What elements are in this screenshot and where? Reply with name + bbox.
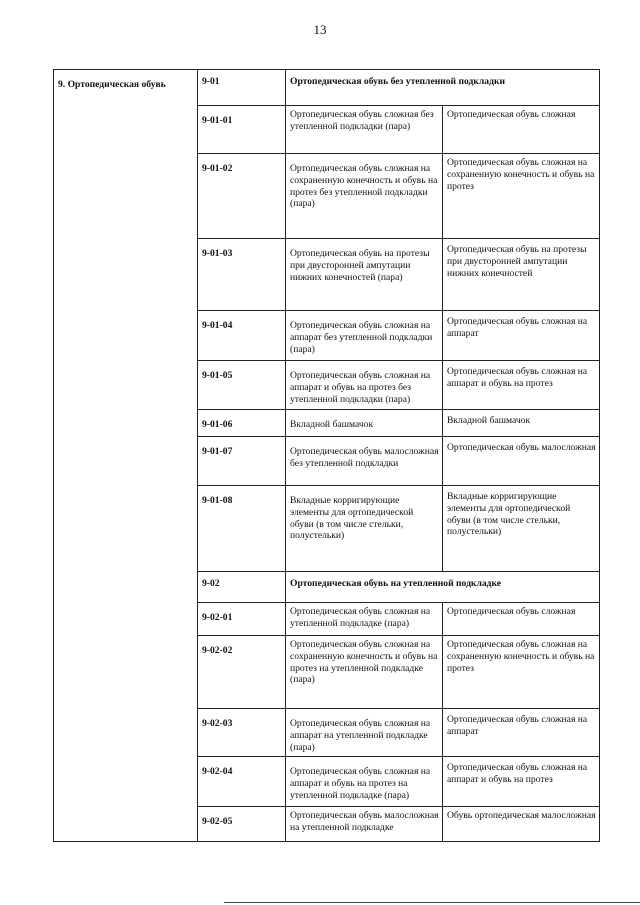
item-code: 9-01-04	[198, 311, 286, 361]
item-name: Ортопедическая обувь малосложная без утепленной подкладки	[286, 437, 443, 486]
item-name: Ортопедическая обувь сложная на аппарат и обувь на протез без утепленной подкладки (пара)	[286, 361, 443, 410]
item-short-name: Вкладные корригирующие элементы для ортопедической обуви (в том числе стельки, полустельки)	[443, 486, 600, 572]
item-name: Ортопедическая обувь малосложная на утепленной подкладке	[286, 807, 443, 842]
group-code: 9-02	[198, 572, 286, 603]
item-code: 9-02-03	[198, 709, 286, 757]
item-short-name: Обувь ортопедическая малосложная	[443, 807, 600, 842]
item-code: 9-01-07	[198, 437, 286, 486]
item-short-name: Ортопедическая обувь сложная на аппарат	[443, 709, 600, 757]
page-number: 13	[313, 22, 327, 37]
item-short-name: Ортопедическая обувь на протезы при двусторонней ампутации нижних конечностей	[443, 239, 600, 311]
item-short-name: Ортопедическая обувь сложная на аппарат	[443, 311, 600, 361]
item-short-name: Ортопедическая обувь сложная	[443, 603, 600, 636]
item-code: 9-02-01	[198, 603, 286, 636]
item-code: 9-01-08	[198, 486, 286, 572]
group-row	[54, 70, 600, 106]
item-short-name: Ортопедическая обувь сложная на аппарат и обувь на протез	[443, 757, 600, 807]
item-short-name: Ортопедическая обувь сложная на аппарат и обувь на протез	[443, 361, 600, 410]
item-short-name: Ортопедическая обувь сложная	[443, 106, 600, 154]
item-code: 9-02-04	[198, 757, 286, 807]
item-code: 9-02-02	[198, 636, 286, 709]
item-short-name: Ортопедическая обувь малосложная	[443, 437, 600, 486]
item-code: 9-01-02	[198, 154, 286, 239]
group-title: Ортопедическая обувь без утепленной подкладки	[286, 70, 600, 106]
item-code: 9-01-01	[198, 106, 286, 154]
item-name: Вкладной башмачок	[286, 410, 443, 437]
item-name: Ортопедическая обувь сложная на сохраненную конечность и обувь на протез на утепленной подкладке (пара)	[286, 636, 443, 709]
item-short-name: Ортопедическая обувь сложная на сохраненную конечность и обувь на протез	[443, 154, 600, 239]
group-code: 9-01	[198, 70, 286, 106]
item-code: 9-01-06	[198, 410, 286, 437]
section-label: 9. Ортопедическая обувь	[54, 70, 198, 842]
item-name: Ортопедическая обувь сложная на аппарат без утепленной подкладки (пара)	[286, 311, 443, 361]
item-name: Ортопедическая обувь на протезы при двусторонней ампутации нижних конечностей (пара)	[286, 239, 443, 311]
item-code: 9-01-05	[198, 361, 286, 410]
scan-edge-line	[224, 902, 640, 903]
item-short-name: Ортопедическая обувь сложная на сохраненную конечность и обувь на протез	[443, 636, 600, 709]
classification-table	[53, 69, 600, 842]
item-name: Ортопедическая обувь сложная на утепленной подкладке (пара)	[286, 603, 443, 636]
item-name: Ортопедическая обувь сложная на аппарат и обувь на протез на утепленной подкладке (пара)	[286, 757, 443, 807]
item-code: 9-01-03	[198, 239, 286, 311]
item-name: Ортопедическая обувь сложная на аппарат на утепленной подкладке (пара)	[286, 709, 443, 757]
group-title: Ортопедическая обувь на утепленной подкладке	[286, 572, 600, 603]
item-name: Вкладные корригирующие элементы для ортопедической обуви (в том числе стельки, полустельки)	[286, 486, 443, 572]
item-code: 9-02-05	[198, 807, 286, 842]
item-name: Ортопедическая обувь сложная на сохраненную конечность и обувь на протез без утепленной подкладки (пара)	[286, 154, 443, 239]
item-name: Ортопедическая обувь сложная без утепленной подкладки (пара)	[286, 106, 443, 154]
item-short-name: Вкладной башмачок	[443, 410, 600, 437]
